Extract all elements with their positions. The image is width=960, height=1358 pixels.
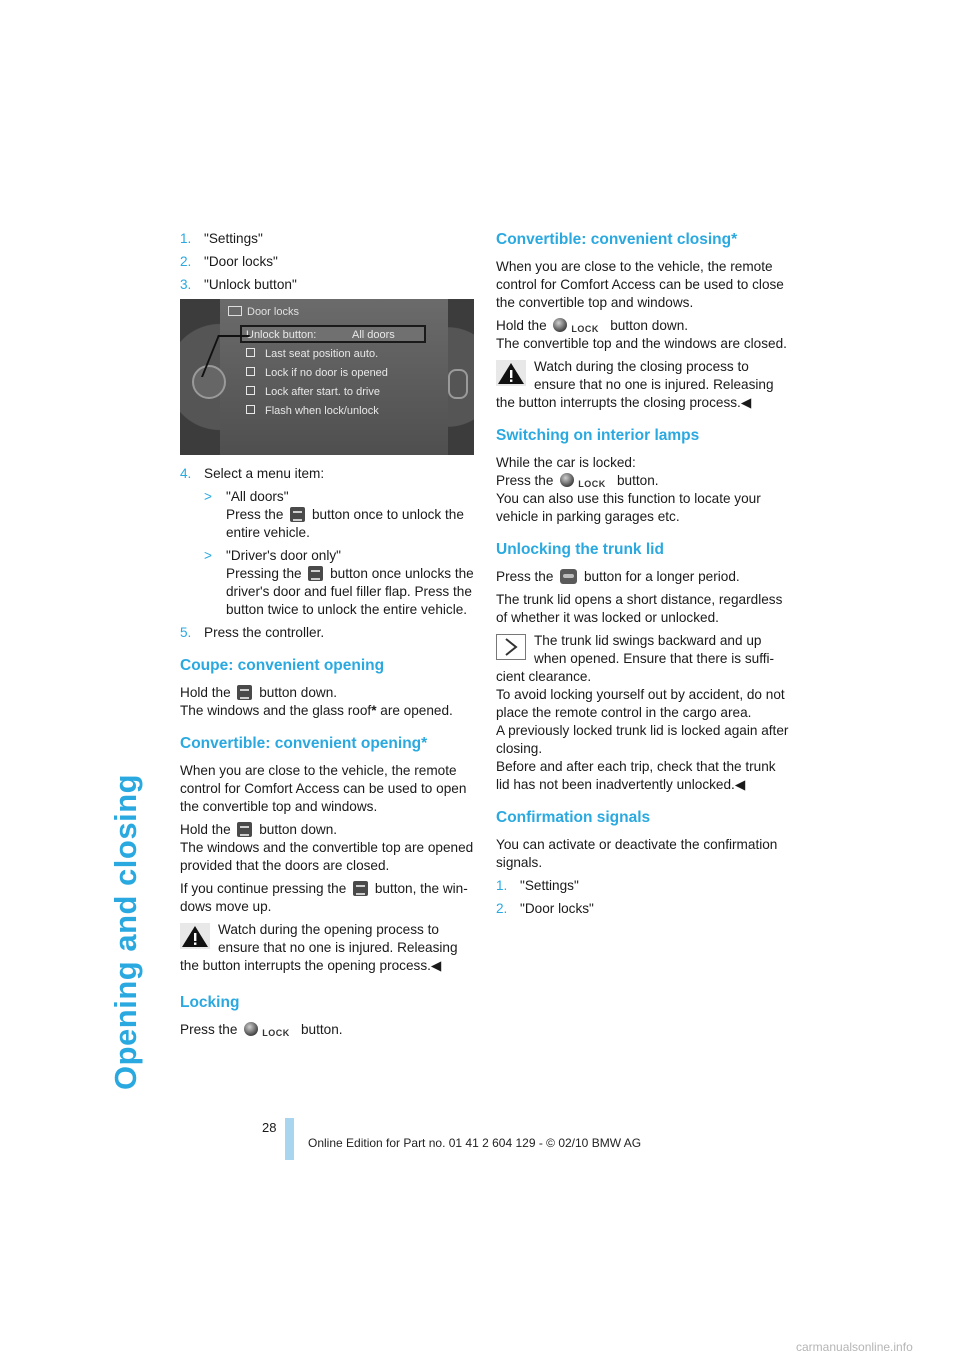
step-item	[496, 900, 790, 918]
text: button.	[300, 1022, 343, 1037]
page-number: 28	[262, 1120, 277, 1135]
note-text: The trunk lid swings backward and up when opened. Ensure that there is suffi-cient clearance.	[496, 633, 775, 684]
footer-bar	[285, 1118, 294, 1160]
warning-triangle-icon	[180, 923, 210, 949]
screen-title: Door locks	[228, 303, 299, 321]
step-item	[180, 624, 474, 642]
note-arrow-icon	[496, 634, 526, 660]
screen-row-label: Lock after start. to drive	[265, 386, 380, 398]
screen-row	[246, 345, 378, 363]
right-column	[496, 230, 790, 923]
section-heading-convertible-closing: Convertible: convenient closing*	[496, 231, 738, 248]
warning-triangle-icon	[496, 360, 526, 386]
section-heading-convertible-opening: Convertible: convenient opening*	[180, 735, 428, 752]
paragraph	[180, 880, 474, 916]
step-item	[180, 253, 474, 271]
note-text: Before and after each trip, check that the trunk lid has not been inadvertently unlocked.	[496, 759, 776, 792]
footer-text: Online Edition for Part no. 01 41 2 604 129 - © 02/10 BMW AG	[308, 1136, 642, 1150]
step-number: 4.	[180, 466, 192, 481]
end-mark: ◀	[430, 958, 442, 973]
sub-title: "All doors"	[226, 489, 289, 504]
step-number: 2.	[496, 901, 508, 916]
side-title-text: Opening and closing	[108, 773, 143, 1090]
paragraph: When you are close to the vehicle, the remote control for Comfort Access can be used to open the convertible top and windows.	[180, 763, 467, 814]
step-text: "Door locks"	[520, 901, 594, 916]
text: button down.	[259, 822, 338, 837]
end-mark: ◀	[734, 777, 746, 792]
screen-row-label: Last seat position auto.	[265, 348, 379, 360]
paragraph: When you are close to the vehicle, the remote control for Comfort Access can be used to close the convertible top and windows.	[496, 259, 784, 310]
menu-button-icon	[308, 566, 323, 581]
text: You can also use this function to locate your vehicle in parking garages etc.	[496, 491, 761, 524]
text: Press the	[496, 473, 554, 488]
idrive-screen-image	[180, 299, 474, 455]
step-item	[180, 465, 474, 483]
section-heading-trunk-lid: Unlocking the trunk lid	[496, 541, 664, 558]
trunk-button-icon	[560, 569, 577, 584]
text: The windows and the glass roof	[180, 703, 372, 718]
text: While the car is locked:	[496, 455, 636, 470]
sub-text-pre: Pressing the	[226, 566, 302, 581]
note-text: Watch during the opening process to ensure that no one is injured. Releasing the button interrupts the opening process.	[180, 922, 458, 973]
menu-button-icon	[237, 822, 252, 837]
checkbox-icon	[246, 405, 255, 414]
screen-selected-label: Unlock button:	[246, 329, 317, 341]
footnote-star: *	[371, 703, 377, 718]
checkbox-icon	[246, 367, 255, 376]
text: The convertible top and the windows are closed.	[496, 336, 787, 351]
text: button.	[616, 473, 659, 488]
text: are opened.	[376, 703, 453, 718]
paragraph	[180, 684, 474, 720]
step-number: 5.	[180, 625, 192, 640]
warning-note	[180, 921, 474, 975]
step-number: 1.	[180, 231, 192, 246]
step-text: Select a menu item:	[204, 466, 325, 481]
lock-button-icon	[560, 473, 610, 488]
sub-title: "Driver's door only"	[226, 548, 341, 563]
screen-row-selected	[246, 326, 395, 344]
text: button, the win-dows move up.	[180, 881, 468, 914]
paragraph	[496, 317, 790, 353]
side-title	[108, 230, 152, 1090]
sub-item	[180, 488, 474, 542]
menu-button-icon	[237, 685, 252, 700]
lock-button-icon	[553, 318, 603, 333]
sub-text-post: button once unlocks the driver's door and fuel filler flap. Press the button twice to unlock the entire vehicle.	[226, 566, 474, 617]
screen-row	[246, 383, 380, 401]
text: The windows and the convertible top are opened provided that the doors are closed.	[180, 840, 474, 873]
paragraph	[180, 1021, 474, 1039]
note-text: Watch during the closing process to ensure that no one is injured. Releasing the button interrupts the closing process.	[496, 359, 774, 410]
checkbox-icon	[246, 386, 255, 395]
text: button for a longer period.	[583, 569, 740, 584]
lock-label: LOCK	[578, 479, 606, 489]
note-text: To avoid locking yourself out by accident, do not place the remote control in the cargo area.	[496, 687, 785, 720]
menu-button-icon	[290, 507, 305, 522]
screen-row-label: Flash when lock/unlock	[265, 405, 379, 417]
watermark: carmanualsonline.info	[796, 1340, 913, 1354]
lock-label: LOCK	[262, 1028, 290, 1038]
left-column	[180, 230, 474, 1044]
info-note	[496, 632, 790, 794]
step-text: "Settings"	[520, 878, 579, 893]
section-heading-coupe: Coupe: convenient opening	[180, 657, 385, 674]
sub-marker: >	[204, 548, 212, 563]
lock-button-icon	[244, 1022, 294, 1037]
section-heading-locking: Locking	[180, 994, 240, 1011]
text: Hold the	[496, 318, 547, 333]
text: If you continue pressing the	[180, 881, 347, 896]
end-mark: ◀	[740, 395, 752, 410]
section-heading-confirmation: Confirmation signals	[496, 809, 651, 826]
warning-note	[496, 358, 790, 412]
paragraph: The trunk lid opens a short distance, regardless of whether it was locked or unlocked.	[496, 592, 783, 625]
note-text: A previously locked trunk lid is locked again after closing.	[496, 723, 789, 756]
text: button down.	[259, 685, 338, 700]
paragraph: You can activate or deactivate the confirmation signals.	[496, 837, 778, 870]
section-heading-interior-lamps: Switching on interior lamps	[496, 427, 700, 444]
controller-right-icon	[448, 369, 468, 399]
step-item	[180, 230, 474, 248]
menu-button-icon	[353, 881, 368, 896]
screen-selected-value: All doors	[352, 329, 395, 341]
sub-text-post: button once to unlock the entire vehicle.	[226, 507, 464, 540]
text: Hold the	[180, 685, 231, 700]
paragraph	[180, 821, 474, 875]
lock-label: LOCK	[571, 324, 599, 334]
step-number: 2.	[180, 254, 192, 269]
step-text: "Unlock button"	[204, 277, 297, 292]
text: Press the	[496, 569, 554, 584]
sub-text-pre: Press the	[226, 507, 284, 522]
step-number: 1.	[496, 878, 508, 893]
step-text: "Door locks"	[204, 254, 278, 269]
text: button down.	[610, 318, 689, 333]
step-text: Press the controller.	[204, 625, 325, 640]
sub-marker: >	[204, 489, 212, 504]
text: Hold the	[180, 822, 231, 837]
step-text: "Settings"	[204, 231, 263, 246]
paragraph	[496, 568, 790, 586]
text: Press the	[180, 1022, 238, 1037]
paragraph	[496, 454, 790, 526]
step-item	[496, 877, 790, 895]
sub-item	[180, 547, 474, 619]
screen-row-label: Lock if no door is opened	[265, 367, 388, 379]
step-item	[180, 276, 474, 294]
checkbox-icon	[246, 348, 255, 357]
step-number: 3.	[180, 277, 192, 292]
screen-row	[246, 364, 388, 382]
screen-row	[246, 402, 379, 420]
